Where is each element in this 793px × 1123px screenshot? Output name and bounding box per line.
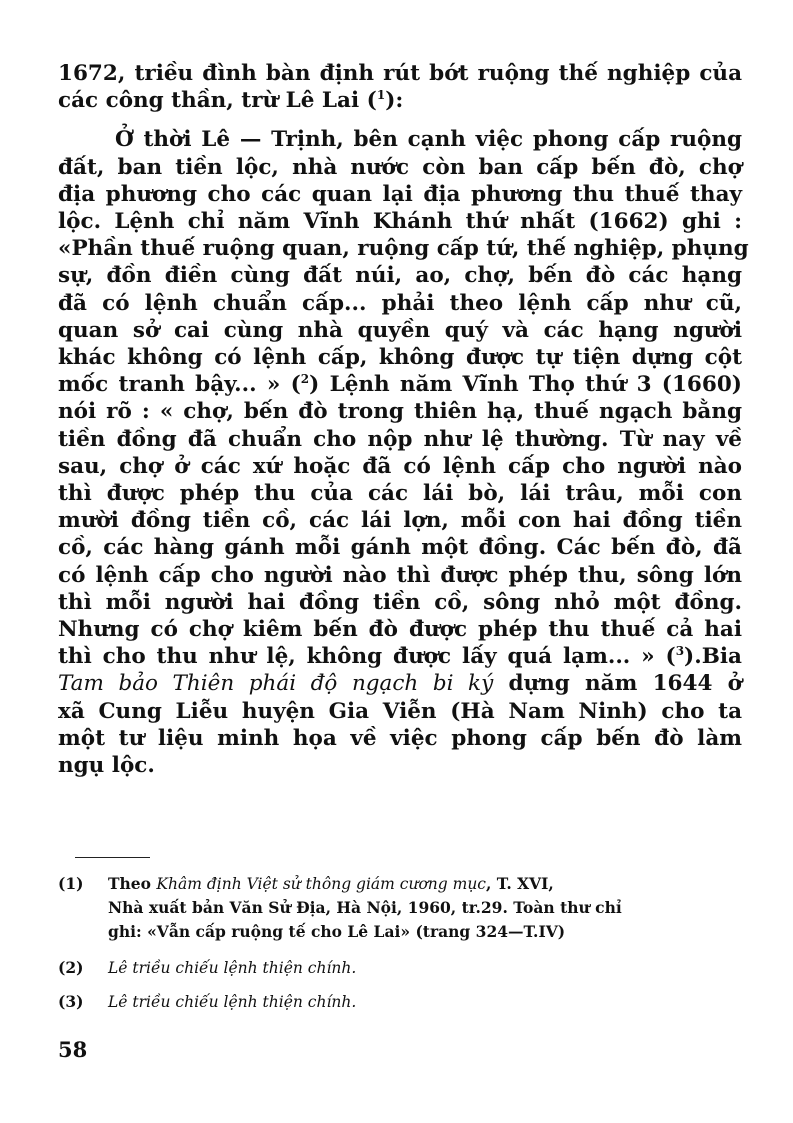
text-line: ngụ lộc. [58, 753, 155, 779]
main-text [58, 60, 749, 779]
page-number: 58 [58, 1037, 88, 1062]
text-line: mốc tranh bậy... » ($^2$) Lệnh năm Vĩnh Thọ thứ 3 (1660) [58, 372, 742, 398]
text-line: thì được phép thu của các lái bò, lái trâu, mỗi con [58, 481, 742, 507]
text-line: thì mỗi người hai đồng tiền cồ, sông nhỏ một đồng. [58, 589, 742, 615]
text-line: thì cho thu như lệ, không được lấy quá lạm... » ($^3$).Bia [58, 644, 742, 670]
footnote-3 [58, 990, 742, 1014]
text-line: địa phương cho các quan lại địa phương thu thuế thay [58, 181, 742, 207]
text-line: Ở thời Lê — Trịnh, bên cạnh việc phong cấp ruộng [115, 127, 742, 153]
text-line: nói rõ : « chợ, bến đò trong thiên hạ, thuế ngạch bằng [58, 399, 742, 425]
text-line: lộc. Lệnh chỉ năm Vĩnh Khánh thứ nhất (1662) ghi : [58, 209, 742, 235]
text-line: các công thần, trừ Lê Lai ($^1$): [58, 88, 404, 114]
text-line: đã có lệnh chuẩn cấp... phải theo lệnh cấp như cũ, [58, 290, 742, 316]
footnote-ref: 3 [675, 644, 685, 659]
footnote-text: Lê triều chiếu lệnh thiện chính. [108, 993, 357, 1011]
text-line: cồ, các hàng gánh mỗi gánh một đồng. Các bến đò, đã [58, 535, 742, 561]
text-line: sau, chợ ở các xứ hoặc đã có lệnh cấp cho người nào [58, 453, 742, 479]
text-line: mười đồng tiền cồ, các lái lợn, mỗi con hai đồng tiền [58, 508, 742, 534]
footnote-1: (1) Theo Khâm định Việt sử thông giám cương mục, T. XVI, Nhà xuất bản Văn Sử Địa, Hà Nội, 1960, tr.29. Toàn thư chỉ ghi: «Vẫn cấp ruộng tế cho Lê Lai» (trang 324—T.IV) [58, 872, 742, 944]
text-line: Tam bảo Thiên phái độ ngạch bi ký dựng năm 1644 ở [58, 671, 742, 697]
text-line: quan sở cai cùng nhà quyền quý và các hạng người [58, 317, 742, 343]
text-line: tiền đồng đã chuẩn cho nộp như lệ thường. Từ nay về [58, 426, 742, 452]
footnote-text: Lê triều chiếu lệnh thiện chính. [108, 959, 357, 977]
footnote-number: (3) [58, 992, 84, 1011]
text-line: xã Cung Liễu huyện Gia Viễn (Hà Nam Ninh) cho ta [58, 698, 742, 724]
text-line: khác không có lệnh cấp, không được tự tiện dựng cột [58, 345, 742, 371]
footnote-2 [58, 956, 742, 980]
text-line: «Phần thuế ruộng quan, ruộng cấp tứ, thế nghiệp, phụng [58, 236, 749, 262]
footnote-ref: 2 [300, 372, 310, 387]
text-line: Nhưng có chợ kiêm bến đò được phép thu thuế cả hai [58, 617, 742, 643]
text-line: sự, đồn điền cùng đất núi, ao, chợ, bến đò các hạng [58, 263, 742, 289]
footnote-ref: 1 [376, 88, 386, 103]
footnote-number: (2) [58, 958, 84, 977]
text-line: một tư liệu minh họa về việc phong cấp bến đò làm [58, 725, 742, 751]
footnotes [58, 872, 742, 1014]
text-line: có lệnh cấp cho người nào thì được phép thu, sông lớn [58, 562, 742, 588]
footnote-number: (1) [58, 874, 84, 893]
footnote-divider [75, 857, 150, 858]
text-line: đất, ban tiền lộc, nhà nước còn ban cấp bến đò, chợ [58, 154, 742, 180]
text-line: 1672, triều đình bàn định rút bớt ruộng thế nghiệp của [58, 61, 742, 86]
inscription-title: Tam bảo Thiên phái độ ngạch bi ký [58, 671, 494, 697]
book-title: Khâm định Việt sử thông giám cương mục [156, 875, 486, 893]
